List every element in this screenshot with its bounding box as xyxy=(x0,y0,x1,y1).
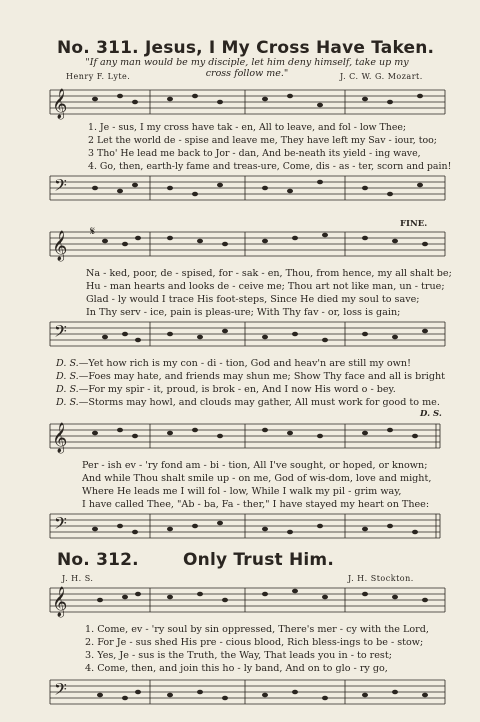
verse-line: 1. Je - sus, I my cross have tak - en, All to leave, and fol - low Thee; xyxy=(88,122,407,133)
svg-text:𝄢: 𝄢 xyxy=(54,175,67,199)
svg-text:𝄢: 𝄢 xyxy=(54,679,67,703)
verse-line: And while Thou shalt smile up - on me, God of wis-dom, love and might, xyxy=(82,473,432,484)
ds-lyrics xyxy=(56,357,445,409)
verse-line: 4. Go, then, earth-ly fame and treas-ure, Come, dis - as - ter, scorn and pain! xyxy=(88,161,452,172)
verse-line: 2. For Je - sus shed His pre - cious blood, Rich bless-ings to be - stow; xyxy=(85,637,424,648)
svg-text:𝄋: 𝄋 xyxy=(90,226,96,238)
svg-text:𝄞: 𝄞 xyxy=(52,89,68,119)
svg-text:𝄞: 𝄞 xyxy=(52,231,68,261)
verse-line: 3. Yes, Je - sus is the Truth, the Way, That leads you in - to rest; xyxy=(85,650,392,661)
ds-label: D. S. xyxy=(56,371,79,382)
music-staff-bass-4 xyxy=(0,674,480,710)
music-staff-treble-3 xyxy=(0,418,480,454)
ds-line: —Storms may howl, and clouds may gather, All must work for good to me. xyxy=(78,397,440,408)
verse-line: Per - ish ev - 'ry fond am - bi - tion, All I've sought, or hoped, or known; xyxy=(82,460,428,471)
music-staff-bass-1 xyxy=(0,170,480,206)
verse-line: Hu - man hearts and looks de - ceive me; Thou art not like man, un - true; xyxy=(86,281,445,292)
ds-label: D. S. xyxy=(56,397,79,408)
author-credit: Henry F. Lyte. xyxy=(66,72,131,81)
hymn-title: Only Trust Him. xyxy=(183,550,334,570)
ds-label: D. S. xyxy=(56,384,79,395)
verse-line: Glad - ly would I trace His foot-steps, Since He died my soul to save; xyxy=(86,294,420,305)
verse-block-2 xyxy=(86,267,452,319)
ds-marking: D. S. xyxy=(420,409,442,419)
svg-text:𝄞: 𝄞 xyxy=(52,423,68,453)
svg-text:𝄞: 𝄞 xyxy=(52,587,68,617)
verse-line: In Thy serv - ice, pain is pleas-ure; With Thy fav - or, loss is gain; xyxy=(86,307,401,318)
verse-line: Na - ked, poor, de - spised, for - sak - en, Thou, from hence, my all shalt be; xyxy=(86,268,452,279)
verse-line: 2 Let the world de - spise and leave me, They have left my Sav - iour, too; xyxy=(88,135,437,146)
fine-marking: FINE. xyxy=(400,219,428,229)
verse-block-4 xyxy=(85,623,429,675)
verse-line: I have called Thee, "Ab - ba, Fa - ther," I have stayed my heart on Thee: xyxy=(82,499,430,510)
music-staff-treble-4 xyxy=(0,582,480,618)
verse-block-3 xyxy=(82,459,431,511)
verse-line: 4. Come, then, and join this ho - ly band, And on to glo - ry go, xyxy=(85,663,388,674)
hymn-title: No. 311. Jesus, I My Cross Have Taken. xyxy=(57,38,435,58)
music-staff-bass-2 xyxy=(0,316,480,352)
hymn-epigraph: "If any man would be my disciple, let him deny himself, take up my cross follow me." xyxy=(85,57,409,79)
ds-line: —Yet how rich is my con - di - tion, God and heav'n are still my own! xyxy=(78,358,411,369)
music-staff-bass-3 xyxy=(0,508,480,544)
author-credit: J. H. S. xyxy=(62,574,94,583)
verse-line: 3 Tho' He lead me back to Jor - dan, And be-neath its yield - ing wave, xyxy=(88,148,421,159)
composer-credit: J. H. Stockton. xyxy=(348,574,414,583)
svg-text:𝄢: 𝄢 xyxy=(54,513,67,537)
ds-line: —Foes may hate, and friends may shun me; Show Thy face and all is bright xyxy=(78,371,446,382)
ds-line: —For my spir - it, proud, is brok - en, And I now His word o - bey. xyxy=(78,384,396,395)
music-staff-treble-1 xyxy=(0,84,480,120)
verse-line: Where He leads me I will fol - low, While I walk my pil - grim way, xyxy=(82,486,402,497)
svg-text:𝄢: 𝄢 xyxy=(54,321,67,345)
composer-credit: J. C. W. G. Mozart. xyxy=(340,72,423,81)
ds-label: D. S. xyxy=(56,358,79,369)
verse-line: 1. Come, ev - 'ry soul by sin oppressed, There's mer - cy with the Lord, xyxy=(85,624,429,635)
verse-block-1 xyxy=(88,121,451,173)
hymn-number: No. 312. xyxy=(57,550,139,570)
music-staff-treble-2 xyxy=(0,226,480,262)
